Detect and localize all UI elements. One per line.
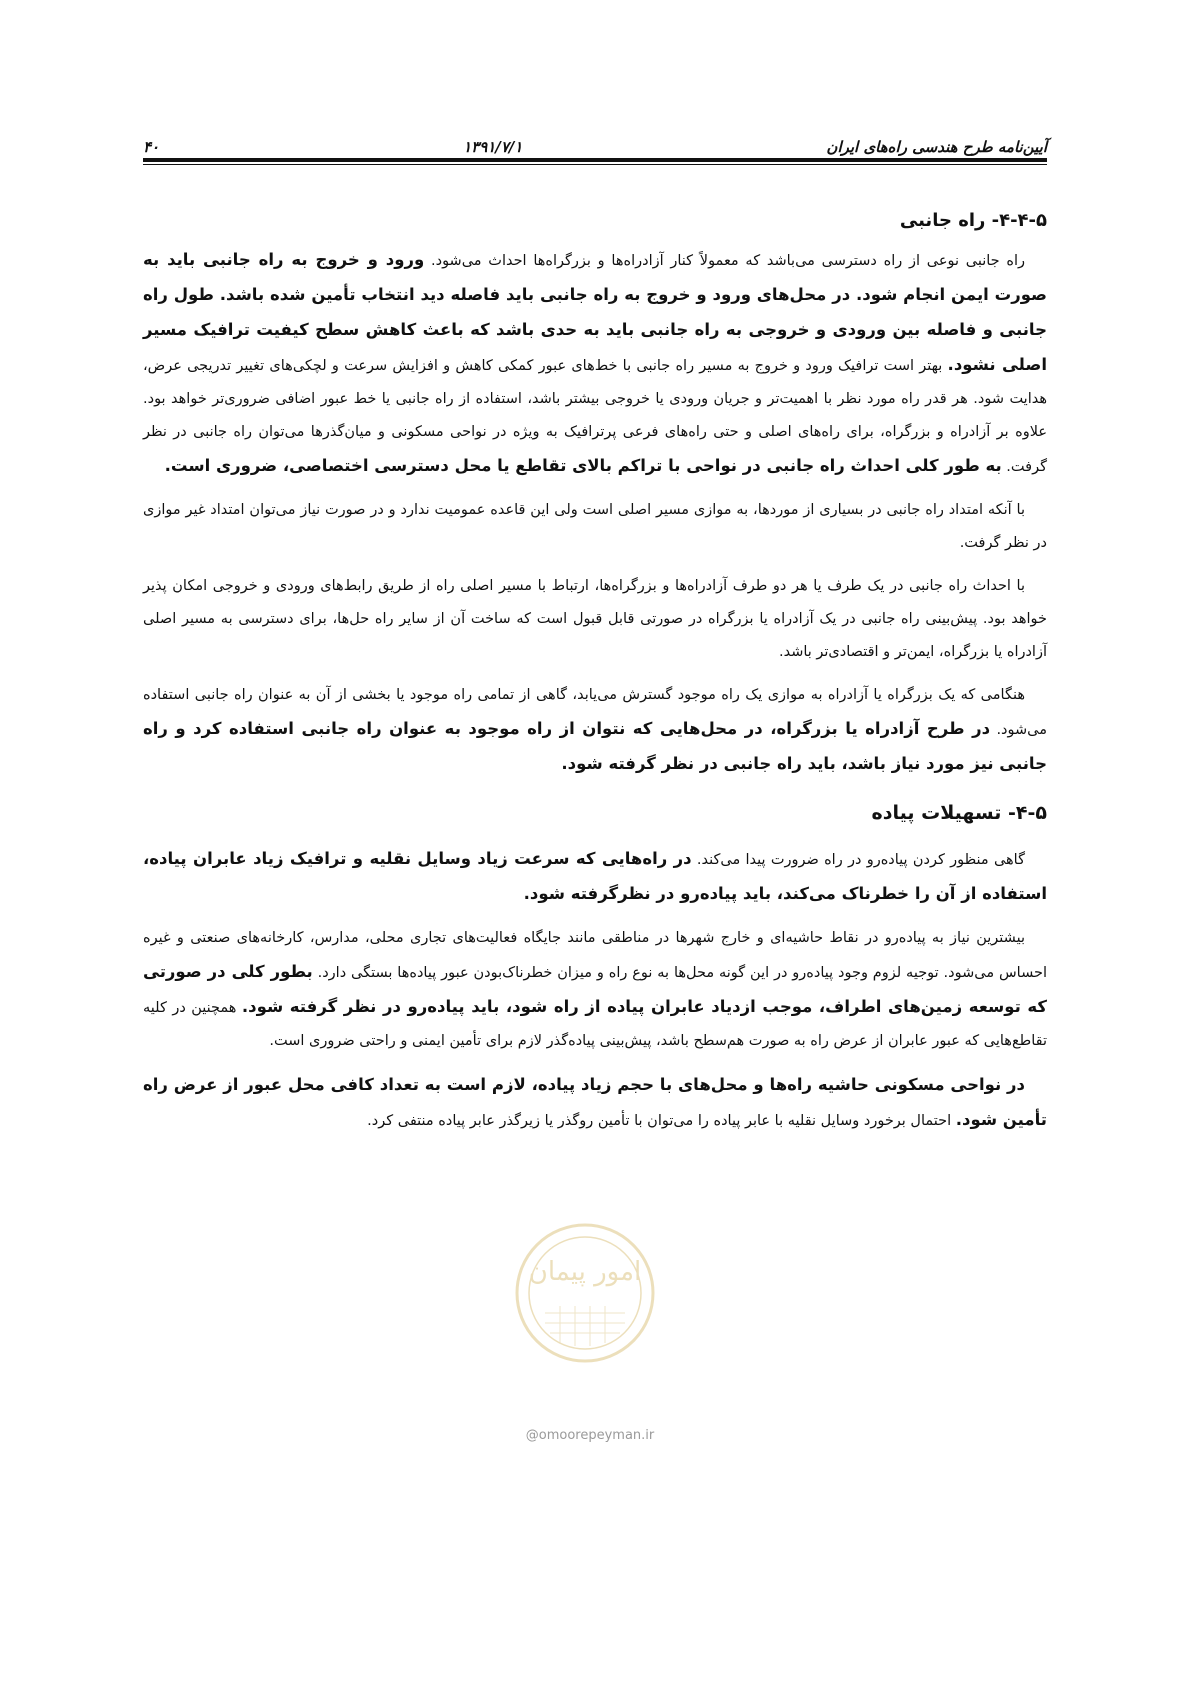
section-heading-pedestrian: ۴-۵- تسهیلات پیاده [871, 802, 1047, 824]
header-date: ۱۳۹۱/۷/۱ [463, 138, 523, 156]
paragraph-run: با احداث راه جانبی در یک طرف یا هر دو طرف آزادراه‌ها و بزرگراه‌ها، ارتباط با مسیر اصلی راه از طریق رابط‌های ورودی و خروجی امکان پذیر خواهد بود. پیش‌بینی راه جانبی در یک آزادراه یا بزرگراه در صورتی قابل قبول است که ساخت آن از سایر راه حل‌ها، برای دسترسی به مسیر اصلی آزادراه یا بزرگراه، ایمن‌تر و اقتصادی‌تر باشد. [143, 578, 1047, 660]
paragraph-bold-run: در نواحی مسکونی حاشیه راه‌ها و محل‌های با حجم زیاد پیاده، لازم است به تعداد کافی محل عبور از عرض راه تأمین شود. [143, 1075, 1047, 1129]
paragraph-bold-run: بطور کلی در صورتی که توسعه زمین‌های اطراف، موجب ازدیاد عابران پیاده از راه شود، باید پیاده‌رو در نظر گرفته شود. [143, 962, 1047, 1016]
page-number: ۴۰ [143, 138, 160, 156]
section-heading-side-road: ۴-۴-۵- راه جانبی [899, 210, 1047, 231]
paragraph-run: با آنکه امتداد راه جانبی در بسیاری از موردها، به موازی مسیر اصلی است ولی این قاعده عمومیت ندارد و در صورت نیاز می‌توان امتداد غیر موازی در نظر گرفت. [143, 502, 1047, 551]
page-body [143, 210, 1047, 1148]
paragraph-bold-run: ورود و خروج به راه جانبی باید به صورت ایمن انجام شود. در محل‌های ورود و خروج به راه جانبی باید فاصله دید انتخاب تأمین شده باشد. طول راه جانبی و فاصله بین ورودی و خروجی به راه جانبی باید به حدی باشد که باعث کاهش سطح کیفیت ترافیک مسیر اصلی نشود. [143, 250, 1047, 374]
paragraph-run: هنگامی که یک بزرگراه یا آزادراه به موازی یک راه موجود گسترش می‌یابد، گاهی از تمامی راه موجود یا بخشی از آن به عنوان راه جانبی استفاده می‌شود. [143, 687, 1048, 738]
watermark-site: @omoorepeyman.ir [525, 1428, 655, 1443]
paragraph-run: احتمال برخورد وسایل نقلیه با عابر پیاده را می‌توان با تأمین روگذر یا زیرگذر عابر پیاده منتفی کرد. [367, 1113, 956, 1129]
section-pedestrian-body [143, 842, 1047, 1138]
watermark-logo [500, 1218, 670, 1368]
page-header [143, 126, 1047, 156]
watermark-logo-text: امور پیمان [528, 1257, 642, 1287]
document-title: آیین‌نامه طرح هندسی راه‌های ایران [826, 138, 1047, 156]
paragraph-run: بیشترین نیاز به پیاده‌رو در نقاط حاشیه‌ای و خارج شهرها در مناطقی مانند جایگاه فعالیت‌های تجاری محلی، مدارس، کارخانه‌های صنعتی و غیره احساس می‌شود. توجیه لزوم وجود پیاده‌رو در این گونه محل‌ها به نوع راه و میزان خطرناک‌بودن عبور پیاده‌ها بستگی دارد. [143, 930, 1047, 981]
paragraph-bold-run: در طرح آزادراه یا بزرگراه، در محل‌هایی که نتوان از راه موجود به عنوان راه جانبی استفاده کرد و راه جانبی نیز مورد نیاز باشد، باید راه جانبی در نظر گرفته شود. [143, 719, 1047, 773]
paragraph [143, 922, 1047, 1058]
header-rule [143, 158, 1047, 165]
paragraph-run: راه جانبی نوعی از راه دسترسی می‌باشد که معمولاً کنار آزادراه‌ها و بزرگراه‌ها احداث می‌شود. [424, 253, 1025, 269]
section-side-road-body [143, 243, 1047, 782]
paragraph [143, 570, 1047, 669]
paragraph [143, 842, 1047, 912]
paragraph [143, 243, 1047, 484]
paragraph-run: بهتر است ترافیک ورود و خروج به مسیر راه جانبی با خط‌های عبور کمکی کاهش و افزایش سرعت و لچکی‌های تغییر تدریجی عرض، هدایت شود. هر قدر راه مورد نظر با اهمیت‌تر و جریان ورودی یا خروجی بیشتر باشد، استفاده از راه جانبی یا خط عبور اضافی ضروری‌تر خواهد بود. علاوه بر آزادراه و بزرگراه، برای راه‌های اصلی و حتی راه‌های فرعی پرترافیک به ویژه در نواحی مسکونی و میان‌گذرها می‌توان راه جانبی در نظر گرفت. [143, 358, 1047, 475]
paragraph-bold-run: در راه‌هایی که سرعت زیاد وسایل نقلیه و ترافیک زیاد عابران پیاده، استفاده از آن را خطرناک می‌کند، باید پیاده‌رو در نظرگرفته شود. [143, 849, 1047, 903]
paragraph-bold-run: به طور کلی احداث راه جانبی در نواحی با تراکم بالای تقاطع یا محل دسترسی اختصاصی، ضروری است. [164, 456, 1002, 475]
paragraph [143, 679, 1047, 782]
paragraph [143, 1068, 1047, 1138]
paragraph-run: همچنین در کلیه تقاطع‌هایی که عبور عابران از عرض راه به صورت هم‌سطح باشد، پیش‌بینی پیاده‌گذر لازم برای تأمین ایمنی و راحتی ضروری است. [143, 1000, 1047, 1049]
paragraph [143, 494, 1047, 560]
paragraph-run: گاهی منظور کردن پیاده‌رو در راه ضرورت پیدا می‌کند. [691, 852, 1025, 868]
